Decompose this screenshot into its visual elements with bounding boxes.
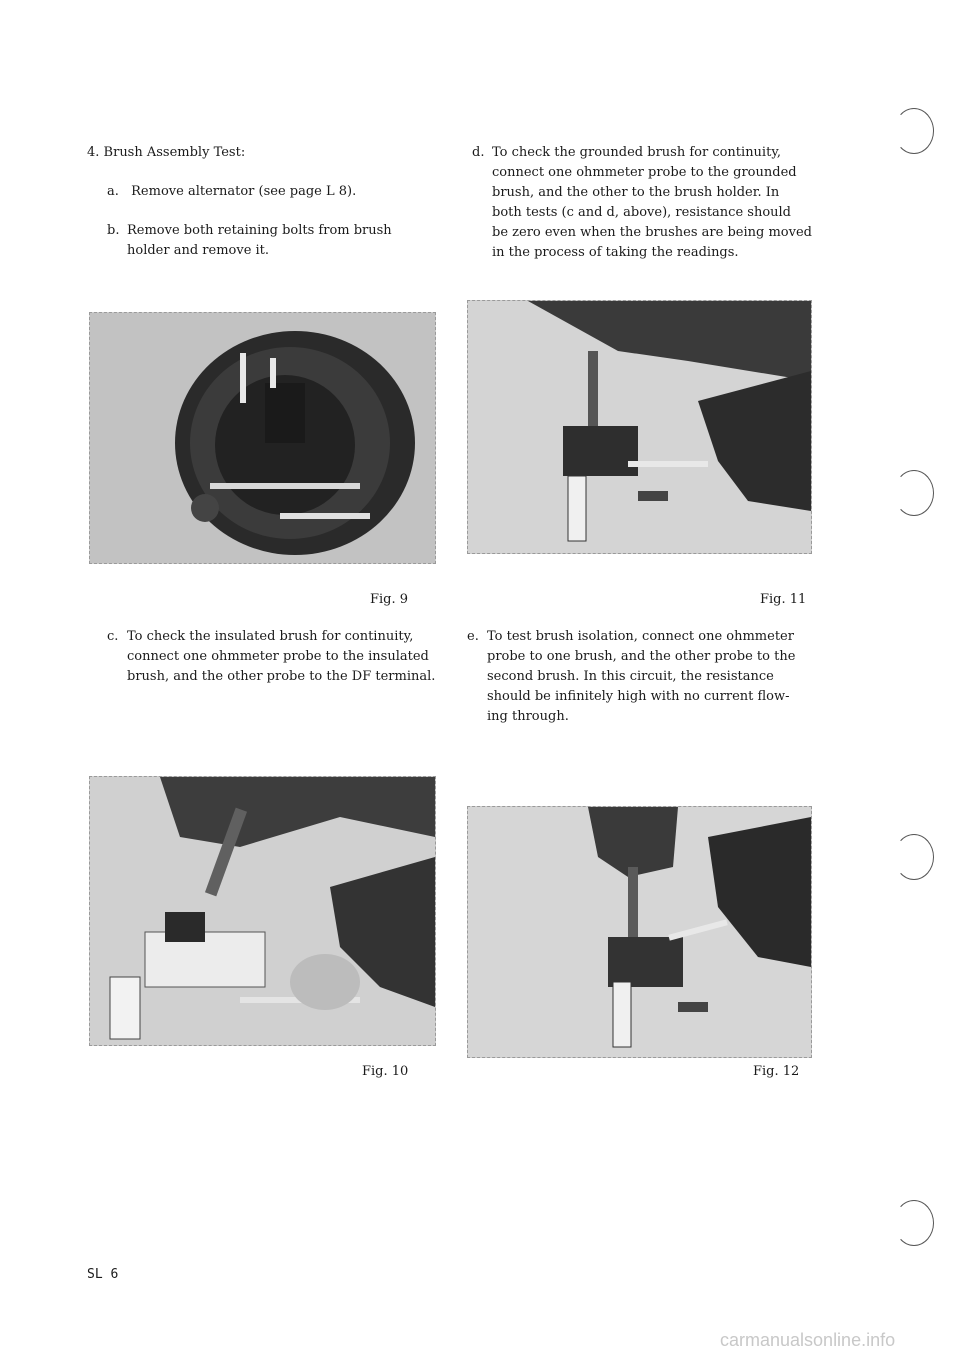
step-e-line: probe to one brush, and the other probe to the (487, 649, 796, 664)
section-number: 4. (87, 145, 100, 160)
step-a-text: Remove alternator (see page L 8). (131, 184, 357, 199)
binder-hole (894, 108, 934, 154)
section-heading (87, 143, 245, 163)
brush-holder-insulated-test-illustration (90, 777, 435, 1045)
step-b-label: b. (107, 223, 120, 238)
step-e (467, 627, 796, 724)
step-d (472, 143, 812, 260)
step-d-line: be zero even when the brushes are being moved (492, 225, 812, 240)
step-b-line: holder and remove it. (127, 243, 270, 258)
figure-10-caption: Fig. 10 (362, 1064, 409, 1079)
step-e-line: To test brush isolation, connect one ohmmeter (487, 629, 794, 644)
step-c (107, 627, 436, 684)
binder-hole (894, 834, 934, 880)
step-d-line: brush, and the other to the brush holder. In (492, 185, 780, 200)
brush-isolation-test-illustration (468, 807, 811, 1057)
step-c-line: To check the insulated brush for continuity, (127, 629, 414, 644)
step-d-line: To check the grounded brush for continuity, (492, 145, 782, 160)
binder-hole (894, 470, 934, 516)
step-e-line: second brush. In this circuit, the resistance (487, 669, 774, 684)
step-a (107, 182, 356, 202)
alternator-illustration (90, 313, 435, 563)
step-d-line: in the process of taking the readings. (492, 245, 739, 260)
step-b (107, 221, 392, 258)
step-b-line: Remove both retaining bolts from brush (127, 223, 392, 238)
figure-12-photo (467, 806, 812, 1058)
watermark: carmanualsonline.info (720, 1330, 896, 1350)
step-c-line: connect one ohmmeter probe to the insulated (127, 649, 429, 664)
step-c-label: c. (107, 629, 119, 644)
figure-9-caption: Fig. 9 (370, 592, 409, 607)
section-title: Brush Assembly Test: (103, 145, 246, 160)
step-d-line: both tests (c and d, above), resistance should (492, 205, 791, 220)
step-e-label: e. (467, 629, 479, 644)
step-a-label: a. (107, 184, 119, 199)
figure-9-photo (89, 312, 436, 564)
step-d-line: connect one ohmmeter probe to the grounded (492, 165, 797, 180)
page-number: SL 6 (87, 1267, 119, 1282)
step-c-line: brush, and the other probe to the DF terminal. (127, 669, 436, 684)
figure-11-photo (467, 300, 812, 554)
step-e-line: ing through. (487, 709, 569, 724)
figure-10-photo (89, 776, 436, 1046)
figure-11-caption: Fig. 11 (760, 592, 807, 607)
binder-hole (894, 1200, 934, 1246)
figure-12-caption: Fig. 12 (753, 1064, 800, 1079)
brush-holder-ground-test-illustration (468, 301, 811, 553)
step-d-label: d. (472, 145, 485, 160)
step-e-line: should be infinitely high with no current flow- (487, 689, 790, 704)
